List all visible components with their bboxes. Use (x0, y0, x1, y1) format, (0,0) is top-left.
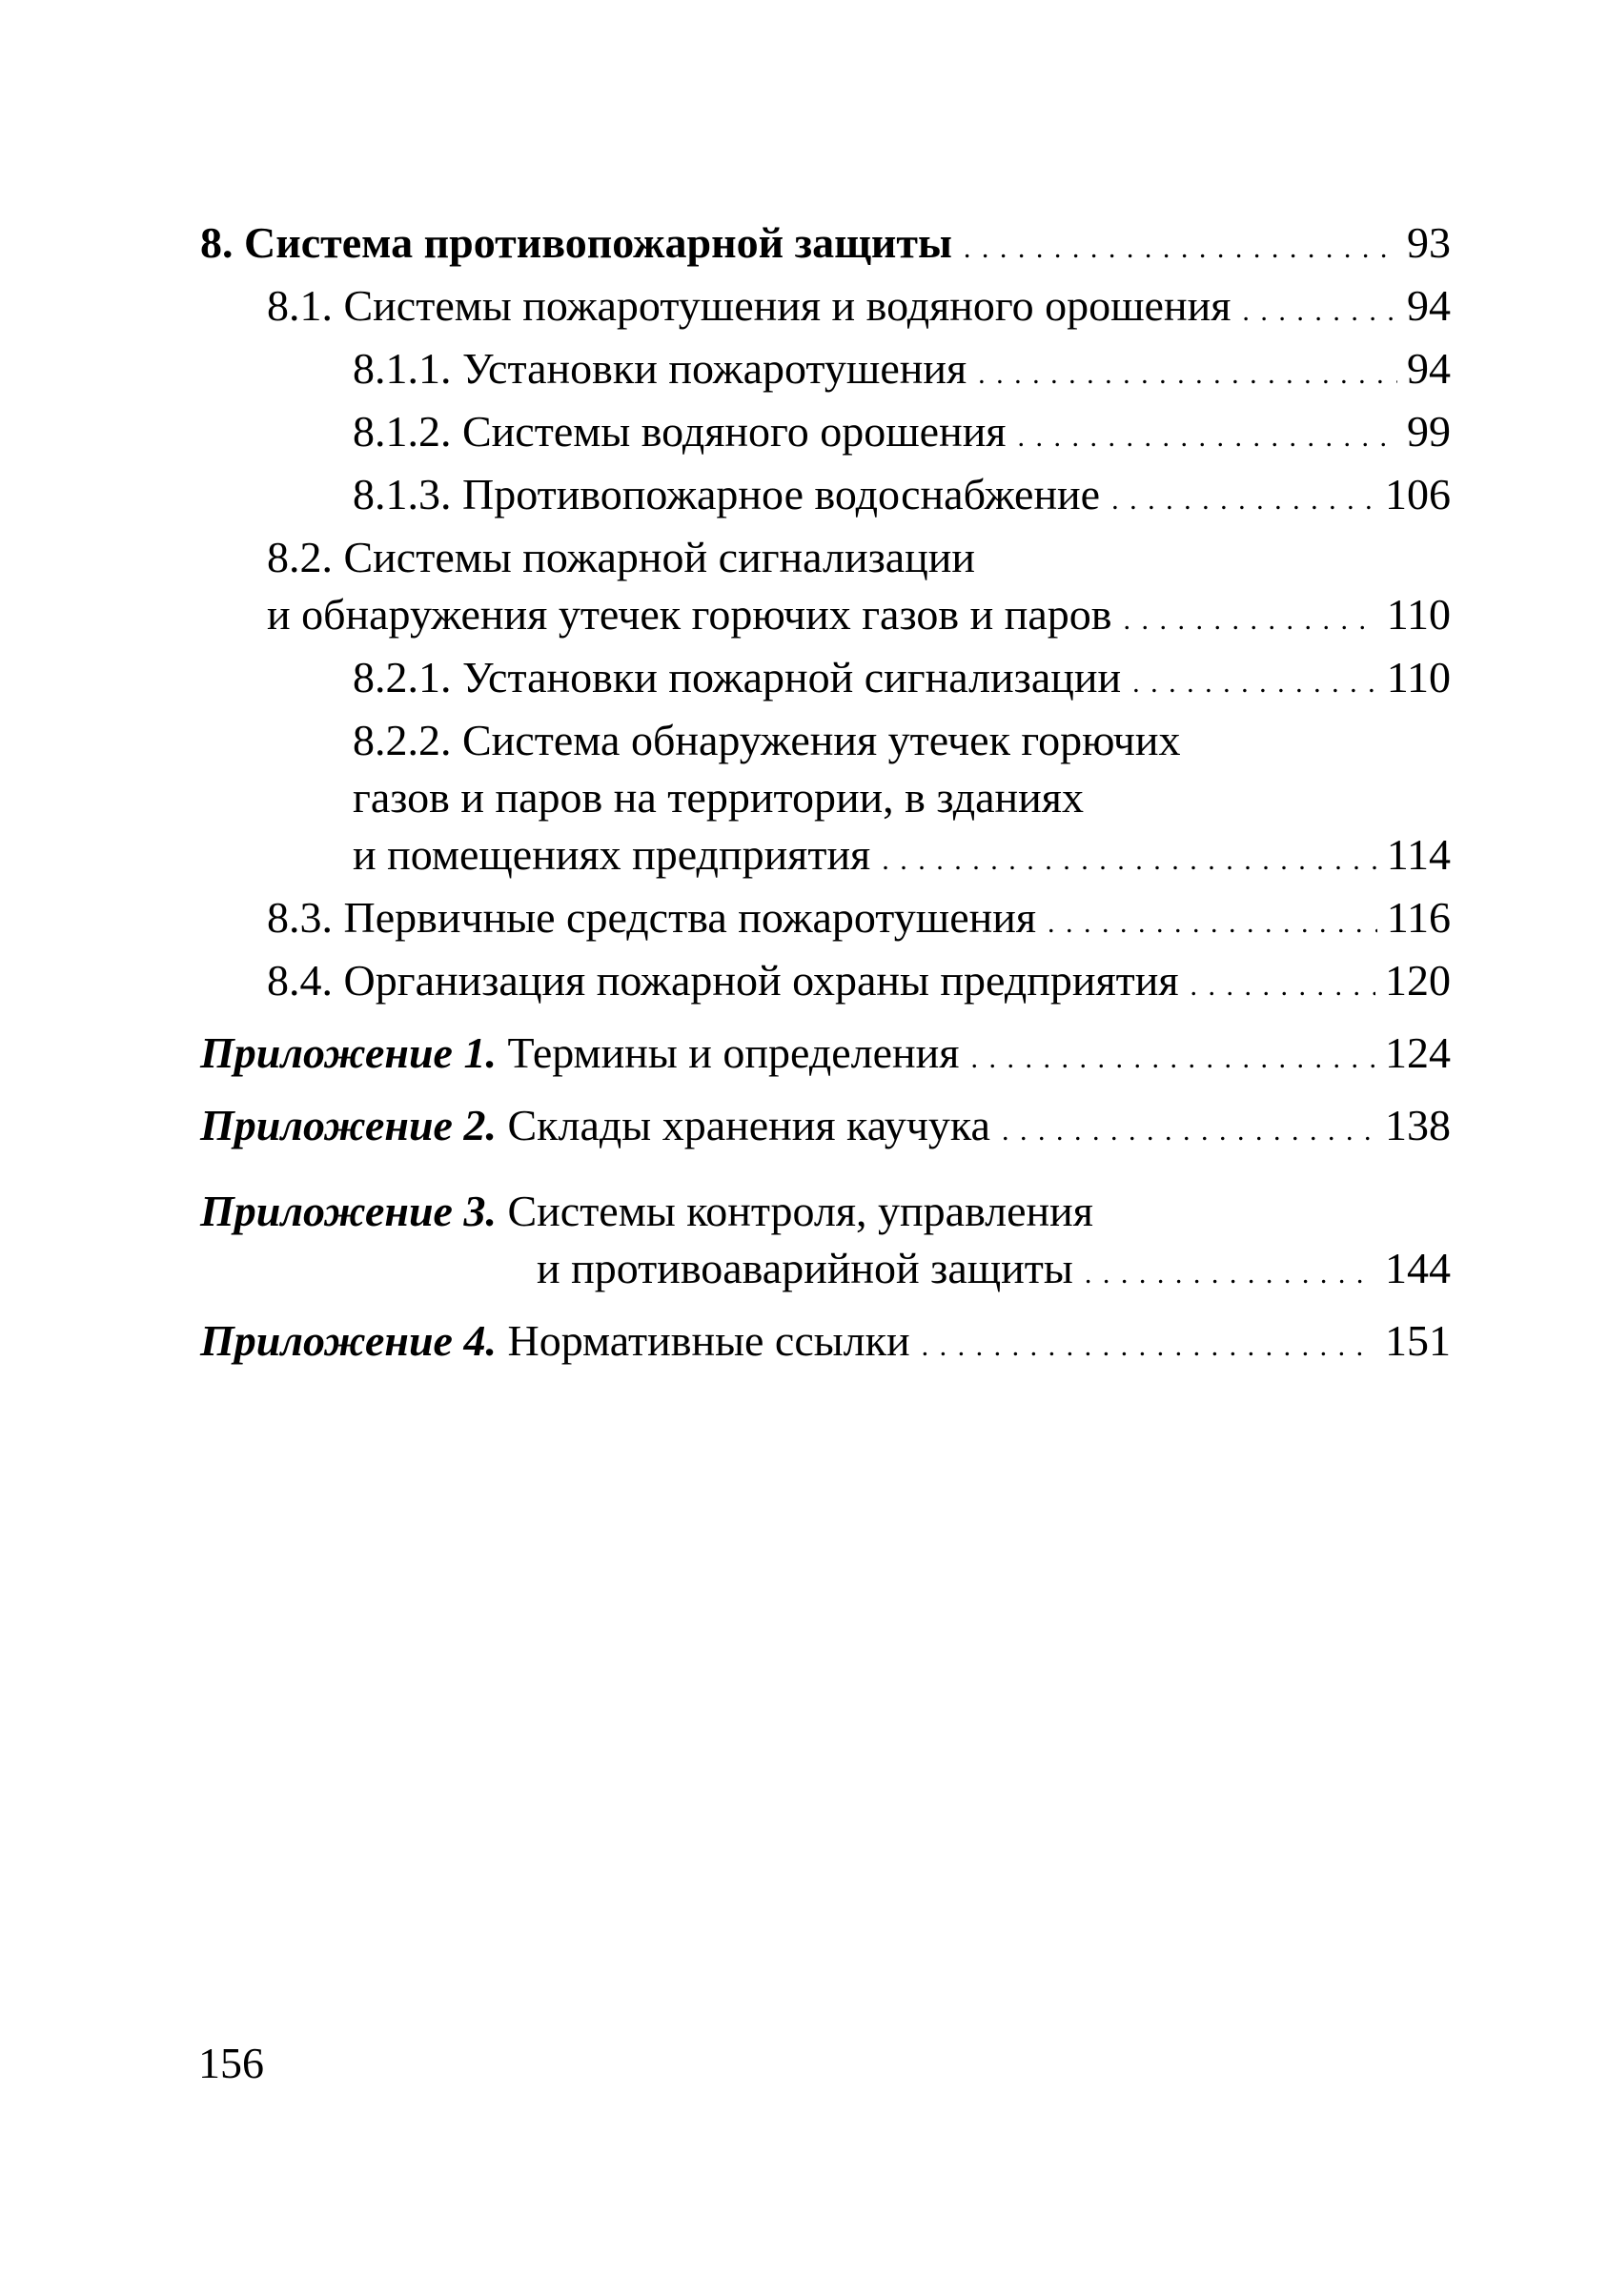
toc-entry-page: 106 (1385, 470, 1451, 518)
toc-entry-appendix-2 (200, 1097, 1451, 1160)
toc-entry-8-2 (200, 529, 1451, 649)
toc-entry-page: 124 (1385, 1028, 1451, 1077)
toc-entry-page: 144 (1385, 1244, 1451, 1292)
toc-entry-page: 116 (1386, 893, 1451, 942)
toc-entry-last-line (200, 1240, 1451, 1303)
dot-leader (970, 1030, 1375, 1087)
appendix-label: Приложение 2. (200, 1101, 497, 1149)
toc-entry-page: 120 (1385, 956, 1451, 1005)
dot-leader (1111, 472, 1375, 529)
toc-entry-page: 94 (1407, 281, 1451, 330)
toc-entry-8-3 (200, 889, 1451, 952)
toc-entry-title (200, 1025, 970, 1082)
dot-leader (1017, 409, 1397, 466)
toc-entry-title-line: и обнаружения утечек горючих газов и паров (267, 590, 1112, 639)
toc-entry-page: 93 (1407, 218, 1451, 267)
dot-leader (1085, 1246, 1375, 1303)
dot-leader (1191, 958, 1375, 1015)
toc-entry-page: 110 (1386, 590, 1451, 639)
dot-leader (1242, 283, 1397, 340)
toc-entry-chapter-8 (200, 214, 1451, 277)
toc-entry-title: 8. Система противопожарной защиты (200, 218, 952, 267)
toc-entry-title: 8.1. Системы пожаротушения и водяного орошения (267, 281, 1231, 330)
page-number: 156 (198, 2039, 264, 2087)
toc-entry-8-1-1 (200, 340, 1451, 403)
toc-entry-title-line: 8.2.2. Система обнаружения утечек горючих (353, 716, 1181, 764)
dot-leader (964, 220, 1397, 277)
toc-entry-appendix-4 (200, 1312, 1451, 1375)
dot-leader (1123, 592, 1376, 649)
dot-leader (1132, 655, 1377, 712)
toc-entry-title-line (200, 1183, 1451, 1240)
toc-entry-title-line: и помещениях предприятия (353, 830, 871, 879)
toc-entry-page: 94 (1407, 344, 1451, 393)
toc-entry-title: 8.2.1. Установки пожарной сигнализации (353, 653, 1122, 701)
toc-entry-page: 110 (1386, 653, 1451, 701)
toc-entry-8-1-2 (200, 403, 1451, 466)
toc-entry-8-4 (200, 952, 1451, 1015)
toc-entry-title: 8.1.1. Установки пожаротушения (353, 344, 967, 393)
toc-entry-8-1-3 (200, 466, 1451, 529)
toc-entry-title: 8.3. Первичные средства пожаротушения (267, 893, 1037, 942)
appendix-label: Приложение 1. (200, 1028, 497, 1077)
dot-leader (978, 346, 1397, 403)
toc-entry-appendix-3 (200, 1183, 1451, 1303)
table-of-contents (200, 214, 1451, 1375)
toc-entry-8-2-1 (200, 649, 1451, 712)
toc-entry-page: 114 (1386, 830, 1451, 879)
appendix-title: Системы контроля, управления (507, 1187, 1093, 1235)
appendix-title: Нормативные ссылки (507, 1316, 910, 1365)
toc-entry-title: 8.1.3. Противопожарное водоснабжение (353, 470, 1101, 518)
appendix-title: Склады хранения каучука (507, 1101, 990, 1149)
dot-leader (1048, 895, 1377, 952)
appendix-label: Приложение 4. (200, 1316, 497, 1365)
toc-entry-title-line: газов и паров на территории, в зданиях (353, 773, 1084, 822)
toc-entry-title: 8.4. Организация пожарной охраны предприятия (267, 956, 1179, 1005)
toc-entry-title-line: и противоаварийной защиты (537, 1244, 1073, 1292)
appendix-label: Приложение 3. (200, 1187, 497, 1235)
toc-entry-page: 151 (1385, 1316, 1451, 1365)
appendix-title: Термины и определения (507, 1028, 960, 1077)
toc-entry-last-line (353, 826, 1451, 889)
dot-leader (922, 1318, 1375, 1375)
toc-entry-8-2-2 (200, 712, 1451, 889)
toc-entry-page: 99 (1407, 407, 1451, 456)
toc-entry-last-line (267, 586, 1451, 649)
dot-leader (882, 832, 1376, 889)
toc-entry-title-line: 8.2. Системы пожарной сигнализации (267, 533, 976, 581)
toc-entry-title (200, 1097, 1002, 1154)
toc-entry-title (200, 1312, 922, 1370)
toc-entry-title: 8.1.2. Системы водяного орошения (353, 407, 1007, 456)
toc-entry-page: 138 (1385, 1101, 1451, 1149)
toc-entry-appendix-1 (200, 1025, 1451, 1087)
dot-leader (1002, 1103, 1375, 1160)
toc-entry-8-1 (200, 277, 1451, 340)
